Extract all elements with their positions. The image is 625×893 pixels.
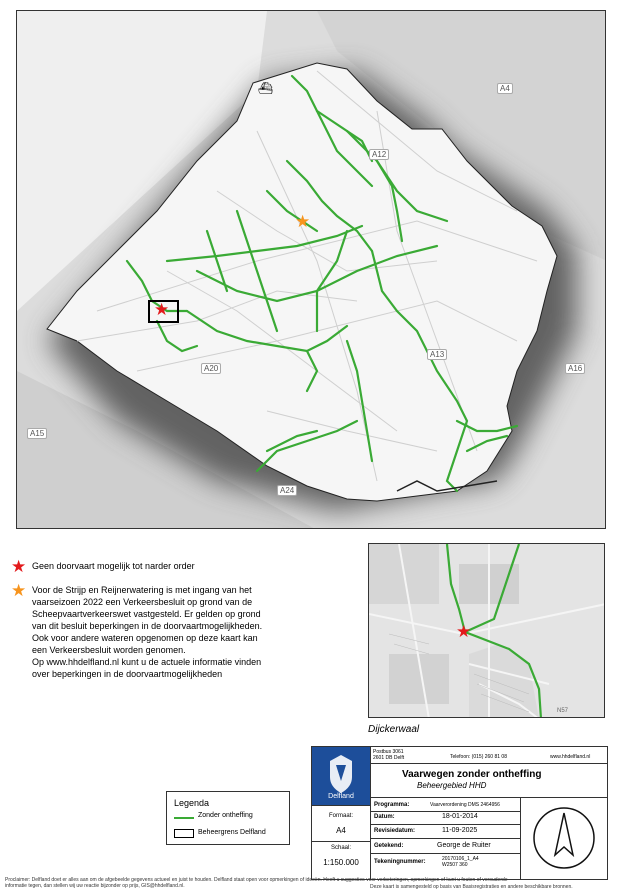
legenda-box [166,791,290,845]
ferry-icon: ⛴ [258,81,274,95]
road-label-a12: A12 [369,149,389,160]
inset-map [368,543,605,718]
revisie-value: 11-09-2025 [442,827,478,834]
tekening-value [442,856,479,868]
tekening-value-line: 20170106_1_A4 [442,856,479,862]
postbus-line: Postbus 3061 [373,749,404,755]
red-star-legend-icon: ★ [11,557,27,576]
waterway-swatch [174,817,194,819]
map-title: Vaarwegen zonder ontheffing [402,769,542,780]
note-line: Voor de Strijp en Reijnerwatering is met ingang van het [32,585,252,595]
schaal-value: 1:150.000 [323,858,359,867]
red-star-icon: ★ [154,300,170,319]
schaal-label: Schaal: [330,845,351,851]
note-line: over beperkingen in de doorvaartmogelijkheden [32,669,223,679]
main-map [16,10,606,529]
inset-red-star-icon: ★ [456,622,472,641]
note-line: van dit besluit beperkingen in de doorvaartmogelijkheden. [32,621,263,631]
orange-star-legend-icon: ★ [11,581,27,600]
disclaimer-line: informatie tegen, dan stellen wij uw reactie bijzonder op prijs, GIS@hhdelfland.nl. [5,883,185,889]
legenda-item-boundary: Beheergrens Delfland [198,829,266,836]
formaat-label: Formaat: [328,813,353,819]
divider [370,838,520,839]
orange-star-icon: ★ [295,212,311,231]
north-arrow-icon [521,797,608,879]
note-line: vaarseizoen 2022 een Verkeersbesluit op grond van de [32,597,253,607]
delfland-logo [312,747,371,806]
note-line: een Verkeersbesluit worden genomen. [32,645,186,655]
north-arrow-cell [520,797,608,879]
road-label-a13: A13 [427,349,447,360]
tekening-value-line: W2507 360 [442,862,468,868]
disclaimer-line: Proclaimer: Delfland doet er alles aan om de afgebeelde gegevens actueel en juist te houden. Delfland staat open voor opmerkingen of ideeën. Heeft u suggesties voor verbeteringen, opmerkingen of kunt u fouten of verouderde [5,877,508,883]
map-subtitle: Beheergebied HHD [417,781,487,790]
orange-star-note [32,584,262,680]
boundary-swatch [174,829,194,838]
tekening-label: Tekeningnummer: [374,859,426,865]
divider [370,853,520,854]
inset-map-svg [369,544,605,718]
note-line: Scheepvaartverkeerswet vastgesteld. Er gelden op grond [32,609,261,619]
red-star-note: Geen doorvaart mogelijk tot narder order [32,561,195,571]
road-label-a24: A24 [277,485,297,496]
disclaimer-source: Deze kaart is samengesteld op basis van Basisregistraties en andere beschikbare bronnen. [370,884,573,890]
road-label-a15: A15 [27,428,47,439]
getekend-value: George de Ruiter [437,842,491,849]
revisie-label: Revisiedatum: [374,828,416,834]
divider [312,841,370,842]
address-line: 2601 DB Delft [373,755,405,761]
inset-caption: Dijckerwaal [368,724,420,735]
postbus [373,749,404,761]
road-label-a16: A16 [565,363,585,374]
getekend-label: Getekend: [374,843,404,849]
datum-label: Datum: [374,814,395,820]
divider [370,763,607,764]
legenda-item-waterway: Zonder ontheffing [198,812,253,819]
programma-label: Programma: [374,802,410,808]
road-label-a20: A20 [201,363,221,374]
programma-value: Vaarverordening DMS 2464956 [430,802,500,808]
telefoon: Telefoon: (015) 260 81 08 [450,754,507,760]
datum-value: 18-01-2014 [442,813,478,820]
website: www.hhdelfland.nl [550,754,591,760]
inset-road-label: N57 [557,708,569,714]
note-line: Ook voor andere wateren opgenomen op deze kaart kan [32,633,258,643]
divider [370,824,520,825]
main-map-svg [17,11,606,529]
divider [370,811,520,812]
note-line: Op www.hhdelfland.nl kunt u de actuele informatie vinden [32,657,262,667]
logo-text: Delfland [328,793,354,800]
road-label-a4: A4 [497,83,513,94]
formaat-value: A4 [336,826,346,835]
title-block [311,746,608,880]
legenda-title: Legenda [174,798,210,808]
